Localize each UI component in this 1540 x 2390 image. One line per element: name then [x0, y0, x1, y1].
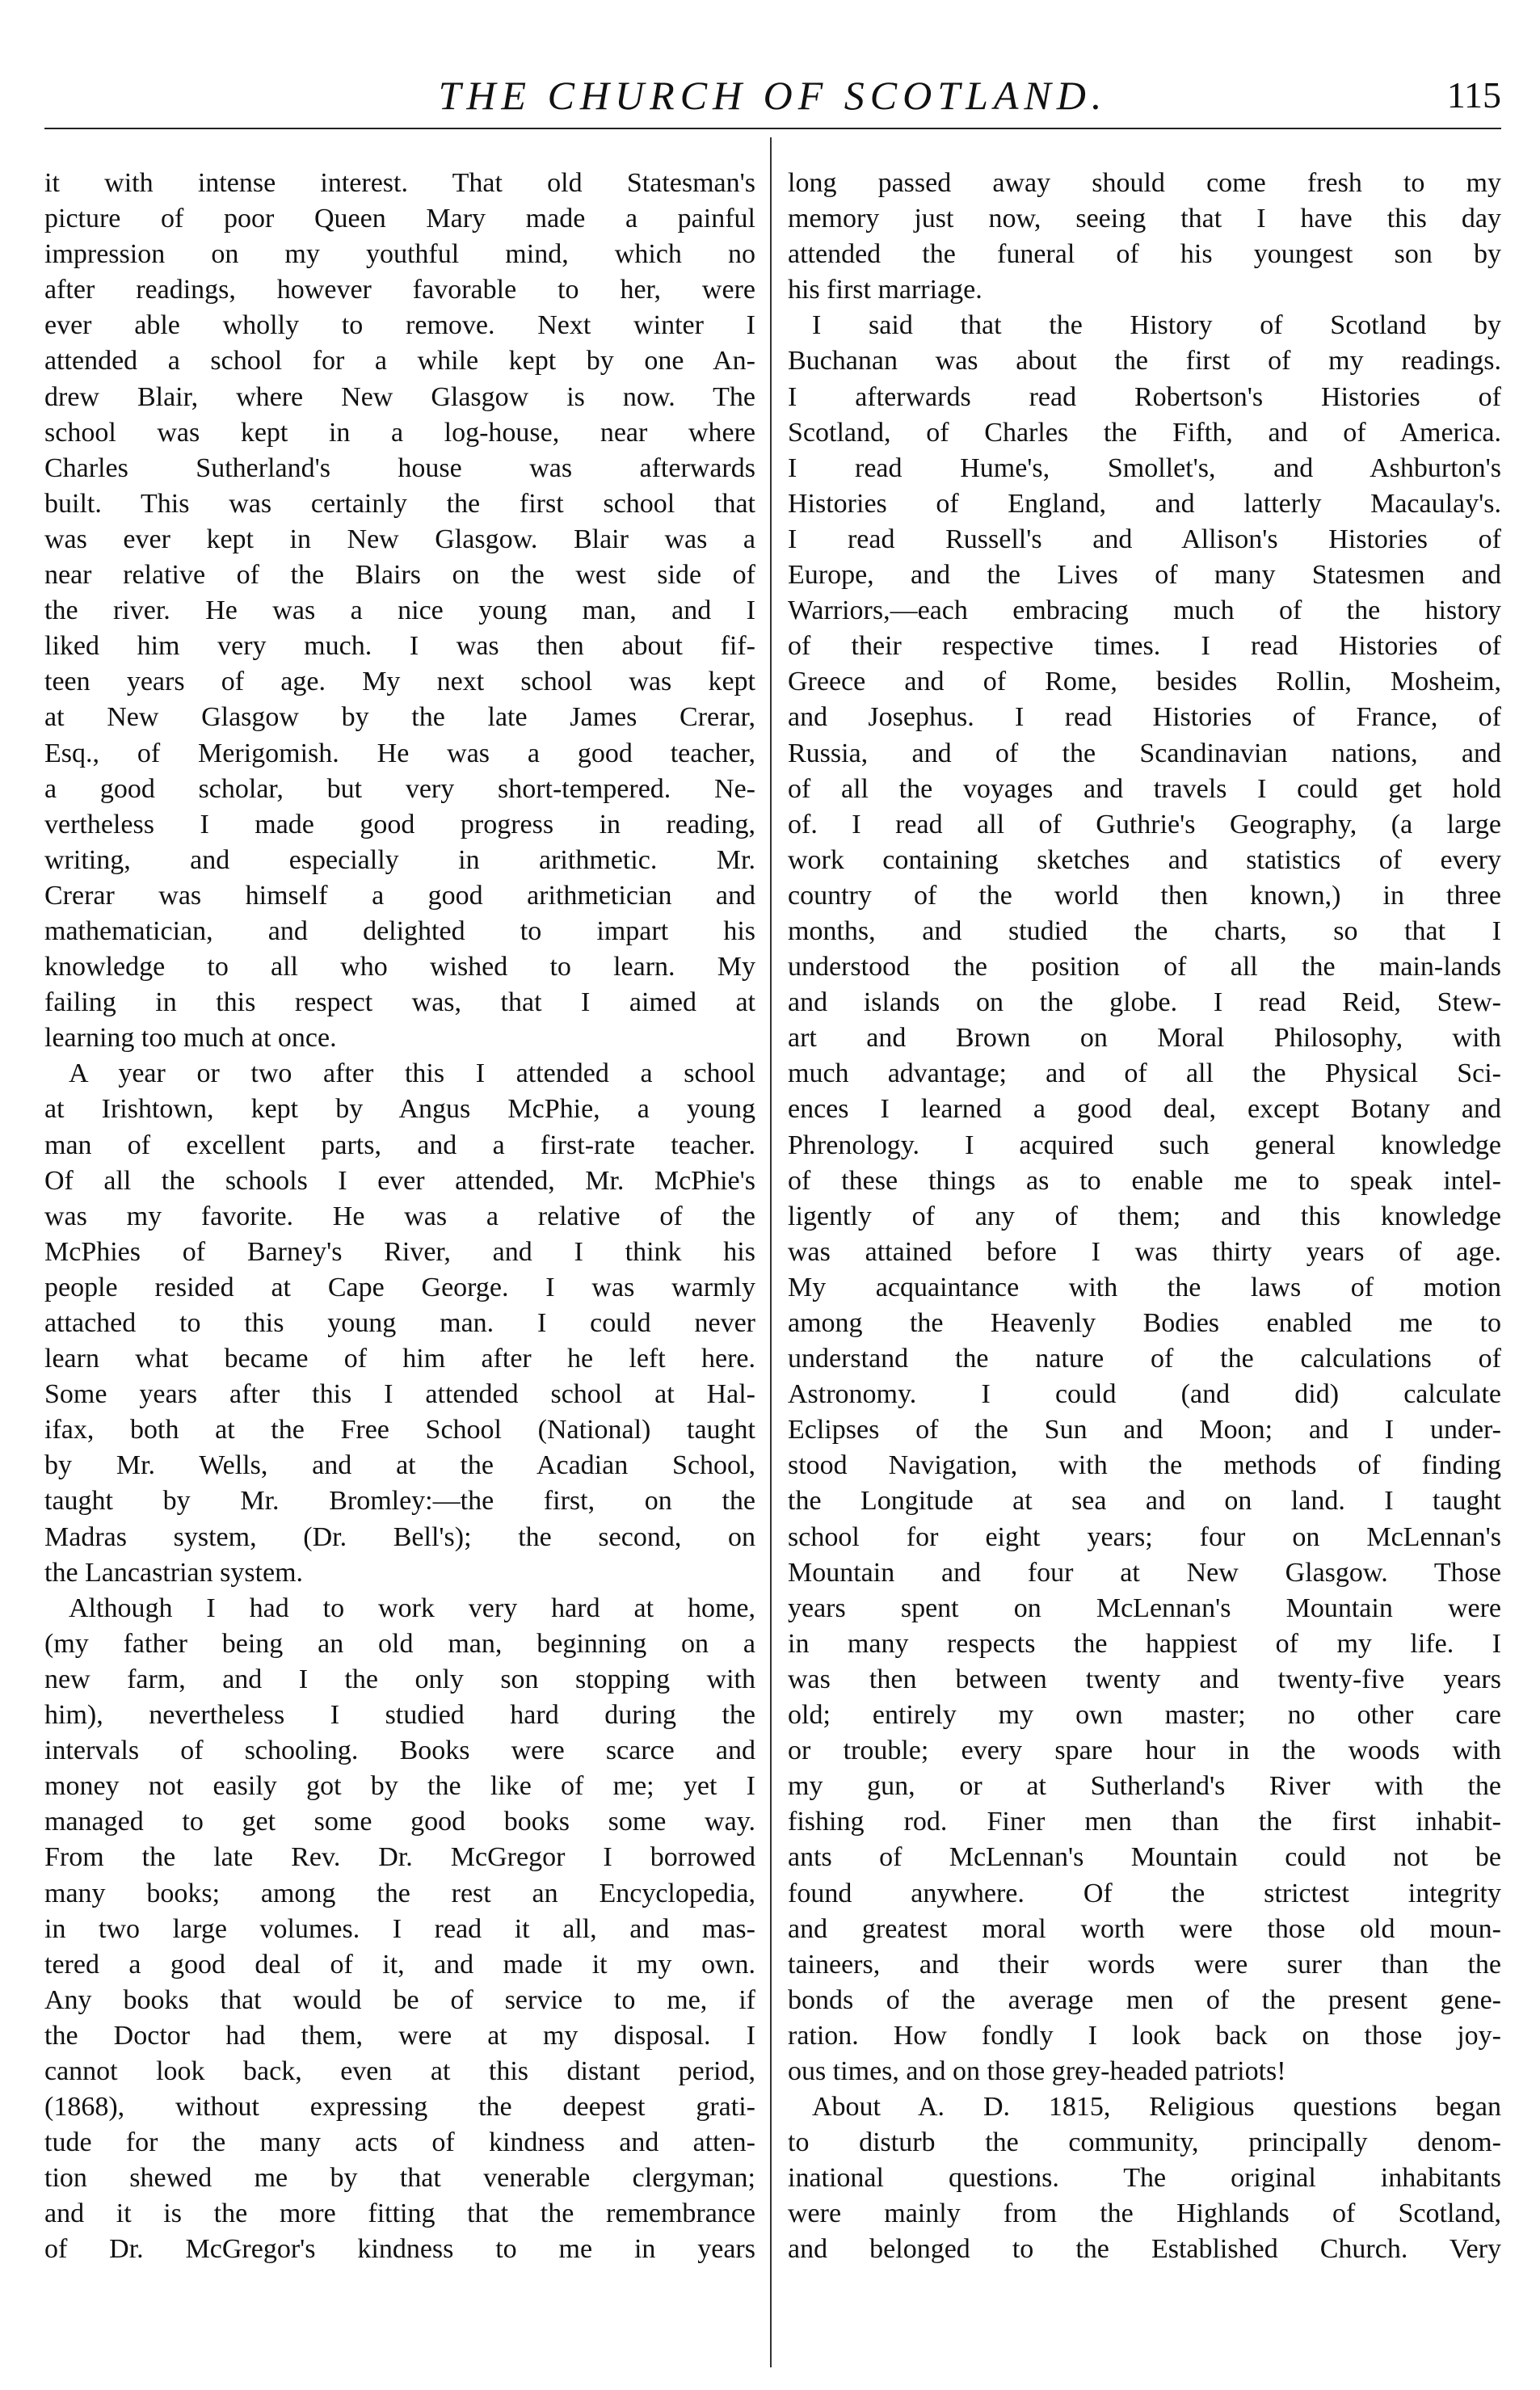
text-line: knowledge to all who wished to learn. My [44, 952, 755, 983]
text-line: work containing sketches and statistics of every [788, 844, 1501, 875]
text-line: and it is the more fitting that the remembrance [44, 2199, 755, 2229]
text-line: school for eight years; four on McLennan's [788, 1521, 1501, 1552]
text-line: I afterwards read Robertson's Histories of [788, 381, 1501, 412]
text-line: among the Heavenly Bodies enabled me to [788, 1308, 1501, 1338]
text-line: teen years of age. My next school was kept [44, 667, 755, 697]
text-line: Scotland, of Charles the Fifth, and of America. [788, 417, 1501, 448]
text-line: Of all the schools I ever attended, Mr. McPhie's [44, 1165, 755, 1196]
text-line: the Doctor had them, were at my disposal. I [44, 2020, 755, 2051]
text-line: after readings, however favorable to her, were [44, 275, 755, 305]
text-line: the Longitude at sea and on land. I taught [788, 1486, 1501, 1517]
text-line: Crerar was himself a good arithmetician and [44, 880, 755, 911]
text-line: McPhies of Barney's River, and I think his [44, 1236, 755, 1267]
text-line: school was kept in a log-house, near where [44, 417, 755, 448]
text-line: attached to this young man. I could never [44, 1308, 755, 1338]
text-line: and belonged to the Established Church. Very [788, 2234, 1501, 2265]
right-column [788, 166, 1501, 2363]
text-line: people resided at Cape George. I was warmly [44, 1272, 755, 1302]
text-line: country of the world then known,) in three [788, 880, 1501, 911]
text-line: was ever kept in New Glasgow. Blair was a [44, 524, 755, 554]
header-rule [44, 128, 1501, 129]
text-line: picture of poor Queen Mary made a painful [44, 204, 755, 234]
text-line: Europe, and the Lives of many Statesmen and [788, 560, 1501, 591]
text-line: and greatest moral worth were those old moun- [788, 1913, 1501, 1944]
text-line: of Dr. McGregor's kindness to me in years [44, 2234, 755, 2265]
text-line: of all the voyages and travels I could get hold [788, 773, 1501, 804]
text-line: was then between twenty and twenty-five years [788, 1664, 1501, 1694]
text-line: money not easily got by the like of me; yet I [44, 1771, 755, 1802]
text-line: cannot look back, even at this distant period, [44, 2055, 755, 2086]
text-line: in two large volumes. I read it all, and mas- [44, 1913, 755, 1944]
text-line: and Josephus. I read Histories of France, of [788, 702, 1501, 733]
text-line: was attained before I was thirty years of age. [788, 1236, 1501, 1267]
text-line: ants of McLennan's Mountain could not be [788, 1842, 1501, 1873]
text-line: ever able wholly to remove. Next winter I [44, 310, 755, 341]
text-line: Phrenology. I acquired such general knowledge [788, 1130, 1501, 1160]
text-line: Any books that would be of service to me, if [44, 1984, 755, 2015]
text-line: ligently of any of them; and this knowledge [788, 1201, 1501, 1231]
column-divider [770, 137, 772, 2367]
text-line: and islands on the globe. I read Reid, Stew- [788, 987, 1501, 1018]
text-line: Warriors,—each embracing much of the history [788, 595, 1501, 626]
text-line: it with intense interest. That old Statesman's [44, 168, 755, 198]
text-line: near relative of the Blairs on the west side of [44, 560, 755, 591]
text-line: of. I read all of Guthrie's Geography, (a large [788, 809, 1501, 839]
text-line: impression on my youthful mind, which no [44, 239, 755, 270]
text-line: learn what became of him after he left here. [44, 1344, 755, 1374]
text-line: Histories of England, and latterly Macaulay's. [788, 488, 1501, 519]
text-line: I read Russell's and Allison's Histories of [788, 524, 1501, 554]
text-line: Some years after this I attended school at Hal- [44, 1379, 755, 1410]
text-line: A year or two after this I attended a school [69, 1058, 755, 1089]
text-line: Astronomy. I could (and did) calculate [788, 1379, 1501, 1410]
text-line: understand the nature of the calculations of [788, 1344, 1501, 1374]
text-line: Esq., of Merigomish. He was a good teacher, [44, 738, 755, 768]
text-line: mathematician, and delighted to impart his [44, 915, 755, 946]
text-line: Charles Sutherland's house was afterwards [44, 452, 755, 483]
text-line: (1868), without expressing the deepest grati- [44, 2092, 755, 2123]
text-line: tude for the many acts of kindness and atten- [44, 2127, 755, 2158]
text-line: Buchanan was about the first of my readings. [788, 346, 1501, 377]
text-line: ences I learned a good deal, except Botany and [788, 1094, 1501, 1125]
text-line: tion shewed me by that venerable clergyman; [44, 2163, 755, 2194]
text-line: learning too much at once. [44, 1023, 337, 1054]
text-line: Madras system, (Dr. Bell's); the second, on [44, 1521, 755, 1552]
text-line: drew Blair, where New Glasgow is now. The [44, 381, 755, 412]
running-header [44, 71, 1501, 123]
text-line: in many respects the happiest of my life. I [788, 1628, 1501, 1659]
text-line: many books; among the rest an Encyclopedia, [44, 1878, 755, 1908]
text-line: ration. How fondly I look back on those joy- [788, 2020, 1501, 2051]
text-line: long passed away should come fresh to my [788, 168, 1501, 198]
text-line: vertheless I made good progress in reading, [44, 809, 755, 839]
text-line: by Mr. Wells, and at the Acadian School, [44, 1450, 755, 1481]
text-line: years spent on McLennan's Mountain were [788, 1593, 1501, 1623]
text-line: of their respective times. I read Histories of [788, 631, 1501, 662]
text-line: About A. D. 1815, Religious questions began [812, 2092, 1501, 2123]
text-line: was my favorite. He was a relative of the [44, 1201, 755, 1231]
text-line: old; entirely my own master; no other care [788, 1700, 1501, 1731]
text-line: ifax, both at the Free School (National) taught [44, 1415, 755, 1445]
text-line: understood the position of all the main-lands [788, 952, 1501, 983]
text-line: new farm, and I the only son stopping with [44, 1664, 755, 1694]
text-line: ous times, and on those grey-headed patriots! [788, 2055, 1286, 2086]
text-line: My acquaintance with the laws of motion [788, 1272, 1501, 1302]
text-line: Greece and of Rome, besides Rollin, Mosheim, [788, 667, 1501, 697]
text-line: man of excellent parts, and a first-rate teacher. [44, 1130, 755, 1160]
text-line: found anywhere. Of the strictest integrity [788, 1878, 1501, 1908]
text-line: I read Hume's, Smollet's, and Ashburton's [788, 452, 1501, 483]
text-line: attended a school for a while kept by one An- [44, 346, 755, 377]
text-line: stood Navigation, with the methods of finding [788, 1450, 1501, 1481]
text-line: taught by Mr. Bromley:—the first, on the [44, 1486, 755, 1517]
text-line: writing, and especially in arithmetic. Mr. [44, 844, 755, 875]
running-title: THE CHURCH OF SCOTLAND. [438, 73, 1108, 118]
text-line: I said that the History of Scotland by [812, 310, 1501, 341]
text-line: art and Brown on Moral Philosophy, with [788, 1023, 1501, 1054]
text-line: liked him very much. I was then about fif- [44, 631, 755, 662]
text-line: of these things as to enable me to speak intel- [788, 1165, 1501, 1196]
text-line: much advantage; and of all the Physical Sci- [788, 1058, 1501, 1089]
text-line: his first marriage. [788, 275, 982, 305]
text-line: my gun, or at Sutherland's River with the [788, 1771, 1501, 1802]
text-line: at New Glasgow by the late James Crerar, [44, 702, 755, 733]
text-line: inational questions. The original inhabitants [788, 2163, 1501, 2194]
text-line: were mainly from the Highlands of Scotland, [788, 2199, 1501, 2229]
text-line: intervals of schooling. Books were scarce and [44, 1736, 755, 1766]
left-column [44, 166, 755, 2363]
text-line: From the late Rev. Dr. McGregor I borrowed [44, 1842, 755, 1873]
text-line: or trouble; every spare hour in the woods with [788, 1736, 1501, 1766]
text-line: tered a good deal of it, and made it my own. [44, 1949, 755, 1980]
text-line: Mountain and four at New Glasgow. Those [788, 1557, 1501, 1588]
text-line: fishing rod. Finer men than the first inhabit- [788, 1807, 1501, 1837]
page-number: 115 [1446, 74, 1501, 116]
text-line: the Lancastrian system. [44, 1557, 304, 1588]
text-line: at Irishtown, kept by Angus McPhie, a young [44, 1094, 755, 1125]
text-line: to disturb the community, principally denom- [788, 2127, 1501, 2158]
text-line: Eclipses of the Sun and Moon; and I under- [788, 1415, 1501, 1445]
text-line: managed to get some good books some way. [44, 1807, 755, 1837]
text-line: a good scholar, but very short-tempered. Ne- [44, 773, 755, 804]
text-line: (my father being an old man, beginning on a [44, 1628, 755, 1659]
text-line: Although I had to work very hard at home, [69, 1593, 755, 1623]
text-line: him), nevertheless I studied hard during the [44, 1700, 755, 1731]
text-line: the river. He was a nice young man, and I [44, 595, 755, 626]
text-line: bonds of the average men of the present gene- [788, 1984, 1501, 2015]
text-line: built. This was certainly the first school that [44, 488, 755, 519]
text-line: months, and studied the charts, so that I [788, 915, 1501, 946]
text-line: Russia, and of the Scandinavian nations, and [788, 738, 1501, 768]
text-line: taineers, and their words were surer than the [788, 1949, 1501, 1980]
text-line: memory just now, seeing that I have this day [788, 204, 1501, 234]
text-line: failing in this respect was, that I aimed at [44, 987, 755, 1018]
text-line: attended the funeral of his youngest son by [788, 239, 1501, 270]
